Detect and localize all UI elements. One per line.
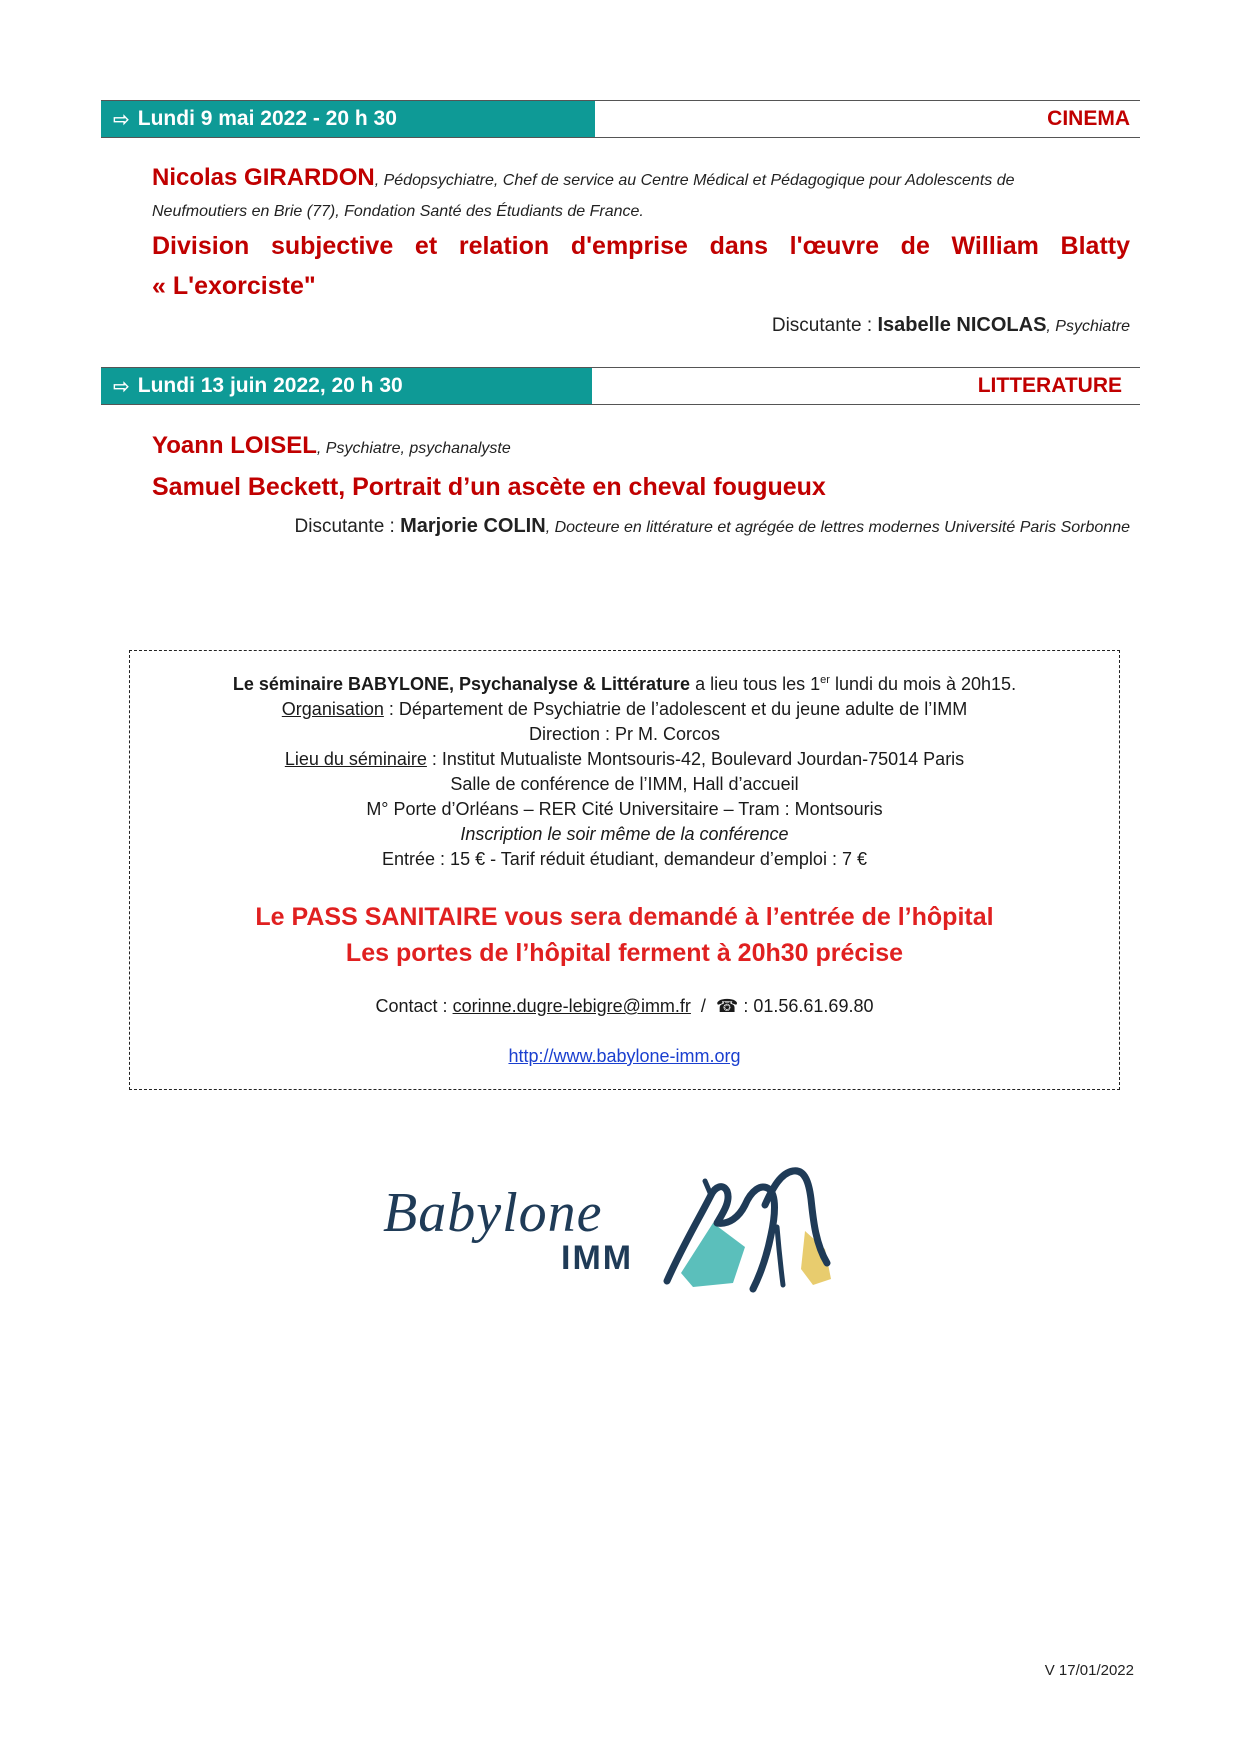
event-2-title: Samuel Beckett, Portrait d’un ascète en cheval fougueux (152, 473, 826, 501)
contact-separator: / (690, 996, 716, 1016)
event-2-header (101, 367, 1140, 405)
event-2-discussant-name: Marjorie COLIN (400, 515, 546, 537)
event-2-discussant (295, 515, 1131, 538)
event-1-discussant-role: , Psychiatre (1046, 318, 1130, 335)
logo-wordmark: Babylone (383, 1182, 603, 1244)
contact-prefix: Contact : (375, 996, 453, 1016)
event-2-discussant-prefix: Discutante : (294, 516, 401, 537)
info-inscription: Inscription le soir même de la conférence (460, 824, 789, 844)
event-1-discussant-name: Isabelle NICOLAS (877, 314, 1047, 336)
info-organisation (130, 699, 1119, 720)
info-organisation-text: : Département de Psychiatrie de l’adolescent et du jeune adulte de l’IMM (383, 699, 968, 719)
event-1-category: CINEMA (1047, 107, 1130, 130)
info-direction: Direction : Pr M. Corcos (528, 724, 721, 744)
arrow-right-icon: ⇨ (113, 375, 130, 398)
contact-email-link[interactable]: corinne.dugre-lebigre@imm.fr (452, 996, 691, 1016)
alert-doors-close: Les portes de l’hôpital ferment à 20h30 précise (345, 939, 904, 967)
event-2-speaker-role: , Psychiatre, psychanalyste (316, 440, 511, 457)
arrow-right-icon: ⇨ (113, 108, 130, 131)
event-1-date-box (101, 101, 595, 137)
alert-pass-sanitaire: Le PASS SANITAIRE vous sera demandé à l’entrée de l’hôpital (255, 903, 994, 931)
info-seminar-time: lundi du mois à 20h15. (829, 674, 1017, 694)
event-1-speaker-role-2: Neufmoutiers en Brie (77), Fondation Santé des Étudiants de France. (152, 203, 644, 220)
info-transport: M° Porte d’Orléans – RER Cité Universitaire – Tram : Montsouris (366, 799, 883, 819)
event-2-date-box (101, 368, 592, 404)
event-1-discussant (772, 314, 1130, 337)
version-label: V 17/01/2022 (1044, 1662, 1134, 1679)
event-2-date: Lundi 13 juin 2022, 20 h 30 (137, 374, 403, 397)
info-seminar-line (130, 674, 1119, 695)
logo-subtitle: IMM (561, 1239, 634, 1277)
info-organisation-label: Organisation (281, 699, 384, 719)
info-lieu-text: : Institut Mutualiste Montsouris-42, Boulevard Jourdan-75014 Paris (426, 749, 965, 769)
info-seminar-sup: er (820, 674, 830, 686)
info-website (130, 1046, 1119, 1067)
event-1-date: Lundi 9 mai 2022 - 20 h 30 (137, 107, 397, 130)
event-2-category: LITTERATURE (977, 374, 1122, 397)
event-1-discussant-prefix: Discutante : (771, 315, 878, 336)
info-lieu-label: Lieu du séminaire (284, 749, 427, 769)
website-link[interactable]: http://www.babylone-imm.org (508, 1046, 741, 1066)
event-1-title-line-2: « L'exorciste" (152, 272, 316, 300)
logo-mountains-icon (653, 1165, 853, 1295)
event-1-speaker-role: , Pédopsychiatre, Chef de service au Centre Médical et Pédagogique pour Adolescents de (374, 172, 1015, 189)
event-1-header (101, 100, 1140, 138)
info-seminar-name: Le séminaire BABYLONE, Psychanalyse & Littérature (232, 674, 691, 694)
event-2-speaker-line (152, 432, 511, 460)
info-salle: Salle de conférence de l’IMM, Hall d’accueil (450, 774, 799, 794)
event-2-speaker-name: Yoann LOISEL (152, 432, 317, 459)
info-seminar-schedule: a lieu tous les 1 (690, 674, 821, 694)
info-lieu (130, 749, 1119, 770)
event-1-speaker-line (152, 164, 1130, 192)
babylone-logo (383, 1165, 863, 1295)
event-2-discussant-role: , Docteure en littérature et agrégée de lettres modernes Université Paris Sorbonne (545, 519, 1130, 536)
phone-icon: ☎ (715, 996, 739, 1016)
info-contact (130, 996, 1119, 1017)
info-box (129, 650, 1120, 1090)
info-entree: Entrée : 15 € - Tarif réduit étudiant, demandeur d’emploi : 7 € (382, 849, 867, 869)
event-1-speaker-name: Nicolas GIRARDON (152, 164, 375, 191)
contact-phone: : 01.56.61.69.80 (738, 996, 874, 1016)
event-1-title-line-1: Division subjective et relation d'emprise dans l'œuvre de William Blatty (152, 232, 1130, 260)
